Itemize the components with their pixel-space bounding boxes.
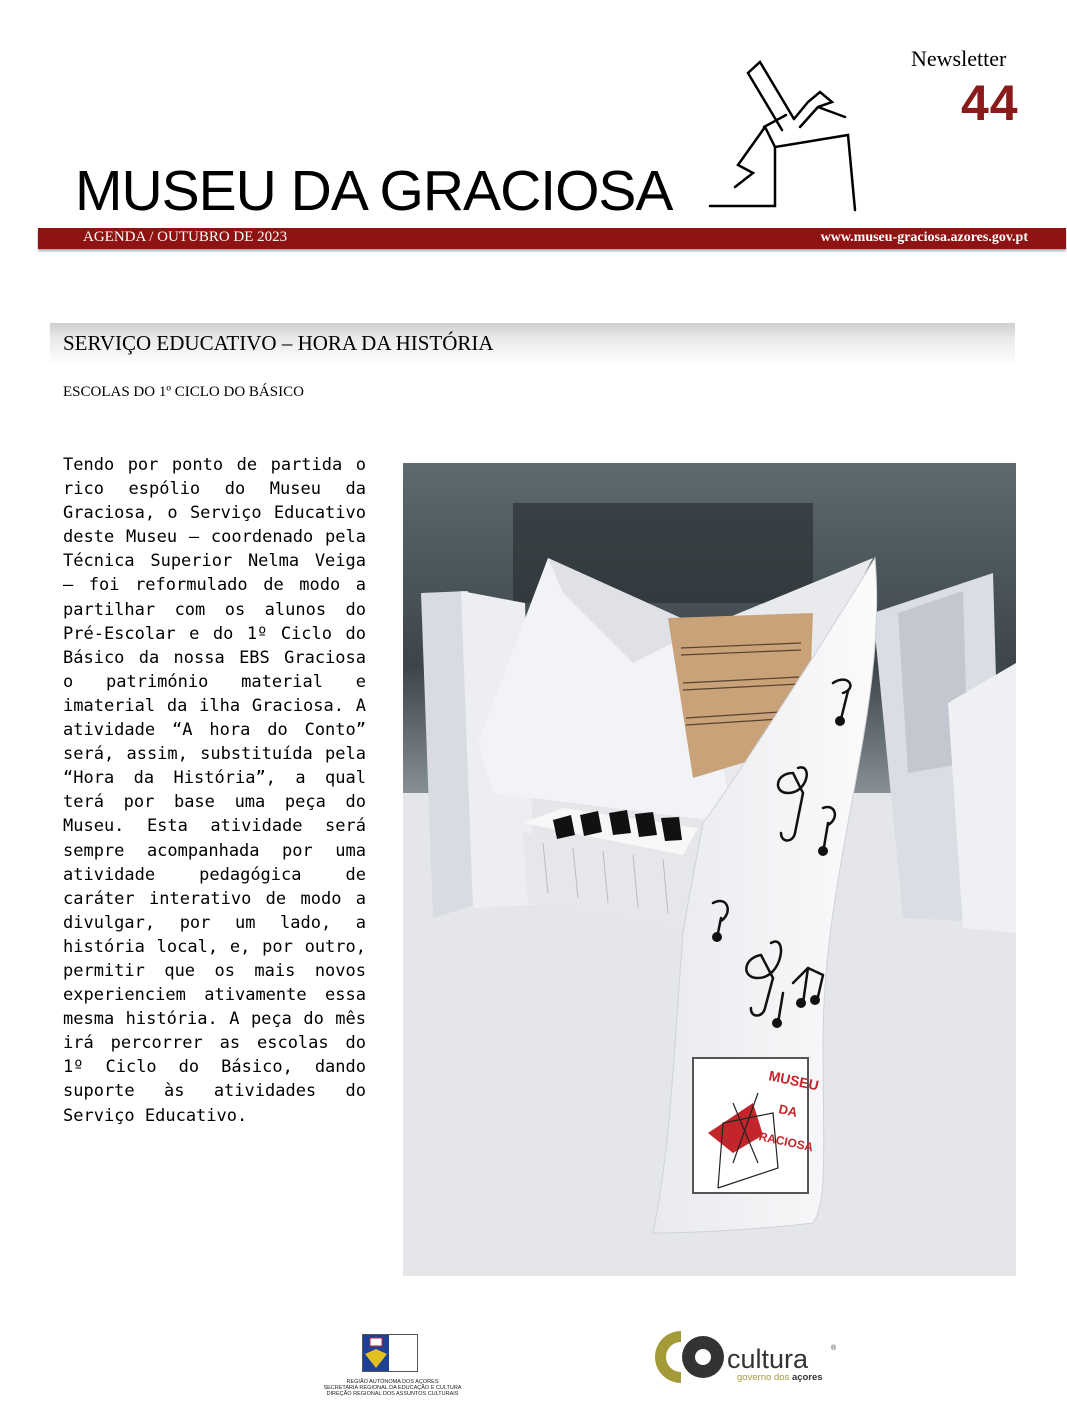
agenda-date: AGENDA / OUTUBRO DE 2023 (83, 229, 288, 245)
newsletter-number: 44 (961, 75, 1019, 131)
svg-text:®: ® (831, 1345, 837, 1352)
cultura-tagline (737, 1372, 823, 1383)
newsletter-label: Newsletter (911, 46, 1007, 71)
region-caption-line-2: SECRETARIA REGIONAL DA EDUCAÇÃO E CULTURA (323, 1385, 462, 1391)
card-logo-line-1: MUSEU (767, 1067, 821, 1094)
region-logo (320, 1333, 465, 1403)
website-link[interactable]: www.museu-graciosa.azores.gov.pt (820, 230, 1028, 245)
section-subtitle: ESCOLAS DO 1º CICLO DO BÁSICO (63, 384, 304, 400)
header-bar (38, 228, 1066, 249)
cultura-logo-icon (655, 1331, 681, 1383)
card-logo-line-3: GRACIOSA (748, 1127, 815, 1155)
region-caption-line-3: DIREÇÃO REGIONAL DOS ASSUNTOS CULTURAIS (326, 1391, 459, 1397)
cultura-tagline-bold: açores (791, 1372, 823, 1383)
azores-flag-icon (362, 1334, 418, 1372)
section-heading-band (50, 323, 1015, 365)
windmill-logo-icon (690, 55, 870, 220)
article-body: Tendo por ponto de partida o rico espólio do Museu da Graciosa, o Serviço Educativo deste Museu – coordenado pela Técnica Superior Nelma Veiga – foi reformulado de modo a partilhar com os alunos do Pré-Escolar e do 1º Ciclo do Básico da nossa EBS Graciosa o património material e imaterial da ilha Graciosa. A atividade “A hora do Conto” será, assim, substituída pela “Hora da História”, a qual terá por base uma peça do Museu. Esta atividade será sempre acompanhada por uma atividade pedagógica de caráter interativo de modo a divulgar, por um lado, a história local, e, por outro, permitir que os mais novos experienciem ativamente essa mesma história. A peça do mês irá percorrer as escolas do 1º Ciclo do Básico, dando suporte às atividades do Serviço Educativo. (63, 455, 366, 1126)
region-caption-line-1: REGIÃO AUTÓNOMA DOS AÇORES (346, 1379, 439, 1385)
cultura-tagline-prefix: governo dos (737, 1372, 792, 1383)
cultura-logo (655, 1328, 845, 1388)
paper-craft-photo (403, 463, 1016, 1276)
museum-title: MUSEU DA GRACIOSA (75, 159, 673, 223)
card-logo-line-2: DA (777, 1101, 799, 1120)
cultura-word: cultura (727, 1344, 809, 1374)
section-title: SERVIÇO EDUCATIVO – HORA DA HISTÓRIA (63, 331, 494, 355)
